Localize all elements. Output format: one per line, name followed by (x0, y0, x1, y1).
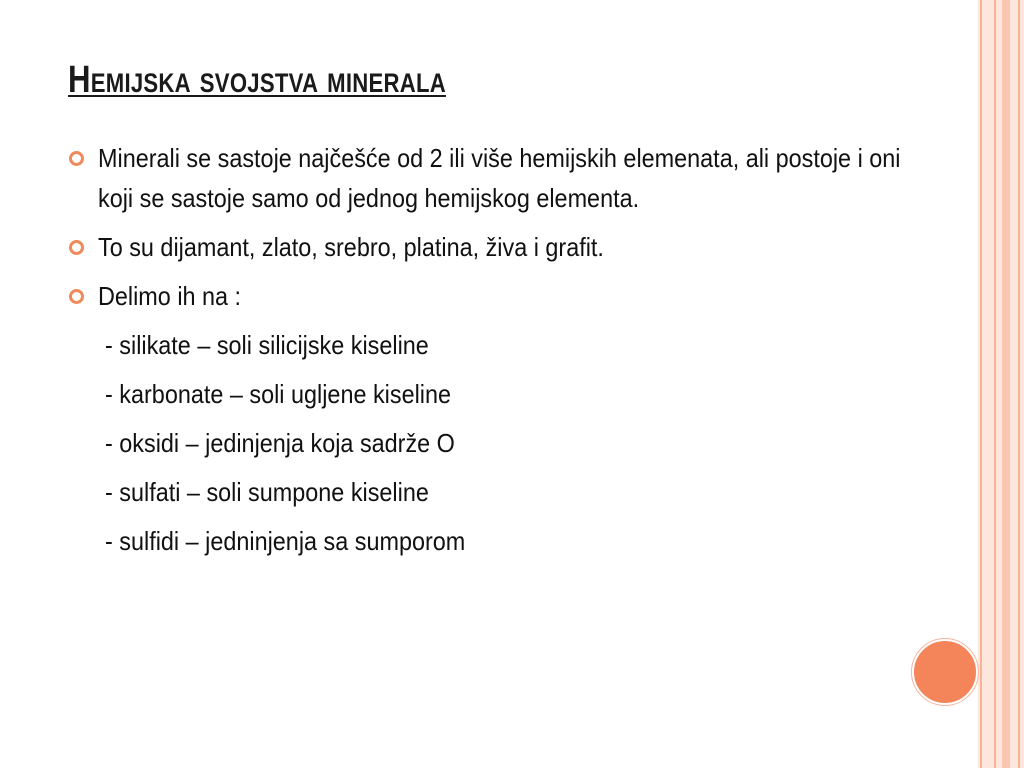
bullet-text: To su dijamant, zlato, srebro, platina, živa i grafit. (98, 232, 604, 262)
sub-item-text: - sulfati – soli sumpone kiseline (105, 477, 429, 507)
circle-bullet-icon (69, 151, 84, 166)
decorative-circle (912, 639, 978, 705)
slide-title: Hemijska svojstva minerala (68, 59, 446, 101)
decorative-stripe (980, 0, 982, 768)
bullet-text: Delimo ih na : (98, 281, 242, 311)
sub-item-text: - silikate – soli silicijske kiseline (105, 330, 429, 360)
sub-item-text: - karbonate – soli ugljene kiseline (105, 379, 452, 409)
bullet-item (68, 227, 908, 267)
circle-bullet-icon (69, 240, 84, 255)
decorative-stripe (1002, 0, 1010, 768)
sub-item (68, 374, 908, 414)
sub-item-text: - oksidi – jedinjenja koja sadrže O (105, 428, 455, 458)
bullet-text: Minerali se sastoje najčešće od 2 ili više hemijskih elemenata, ali postoje i oni koji se sastoje samo od jednog hemijskog elementa. (98, 143, 901, 213)
slide-content (68, 138, 908, 570)
circle-bullet-icon (69, 289, 84, 304)
sub-item-text: - sulfidi – jedninjenja sa sumporom (105, 526, 466, 556)
decorative-stripe (1018, 0, 1020, 768)
bullet-item (68, 276, 908, 316)
sub-item (68, 472, 908, 512)
bullet-item (68, 138, 908, 218)
sub-item (68, 521, 908, 561)
sub-item (68, 325, 908, 365)
decorative-stripe (994, 0, 996, 768)
sub-item (68, 423, 908, 463)
